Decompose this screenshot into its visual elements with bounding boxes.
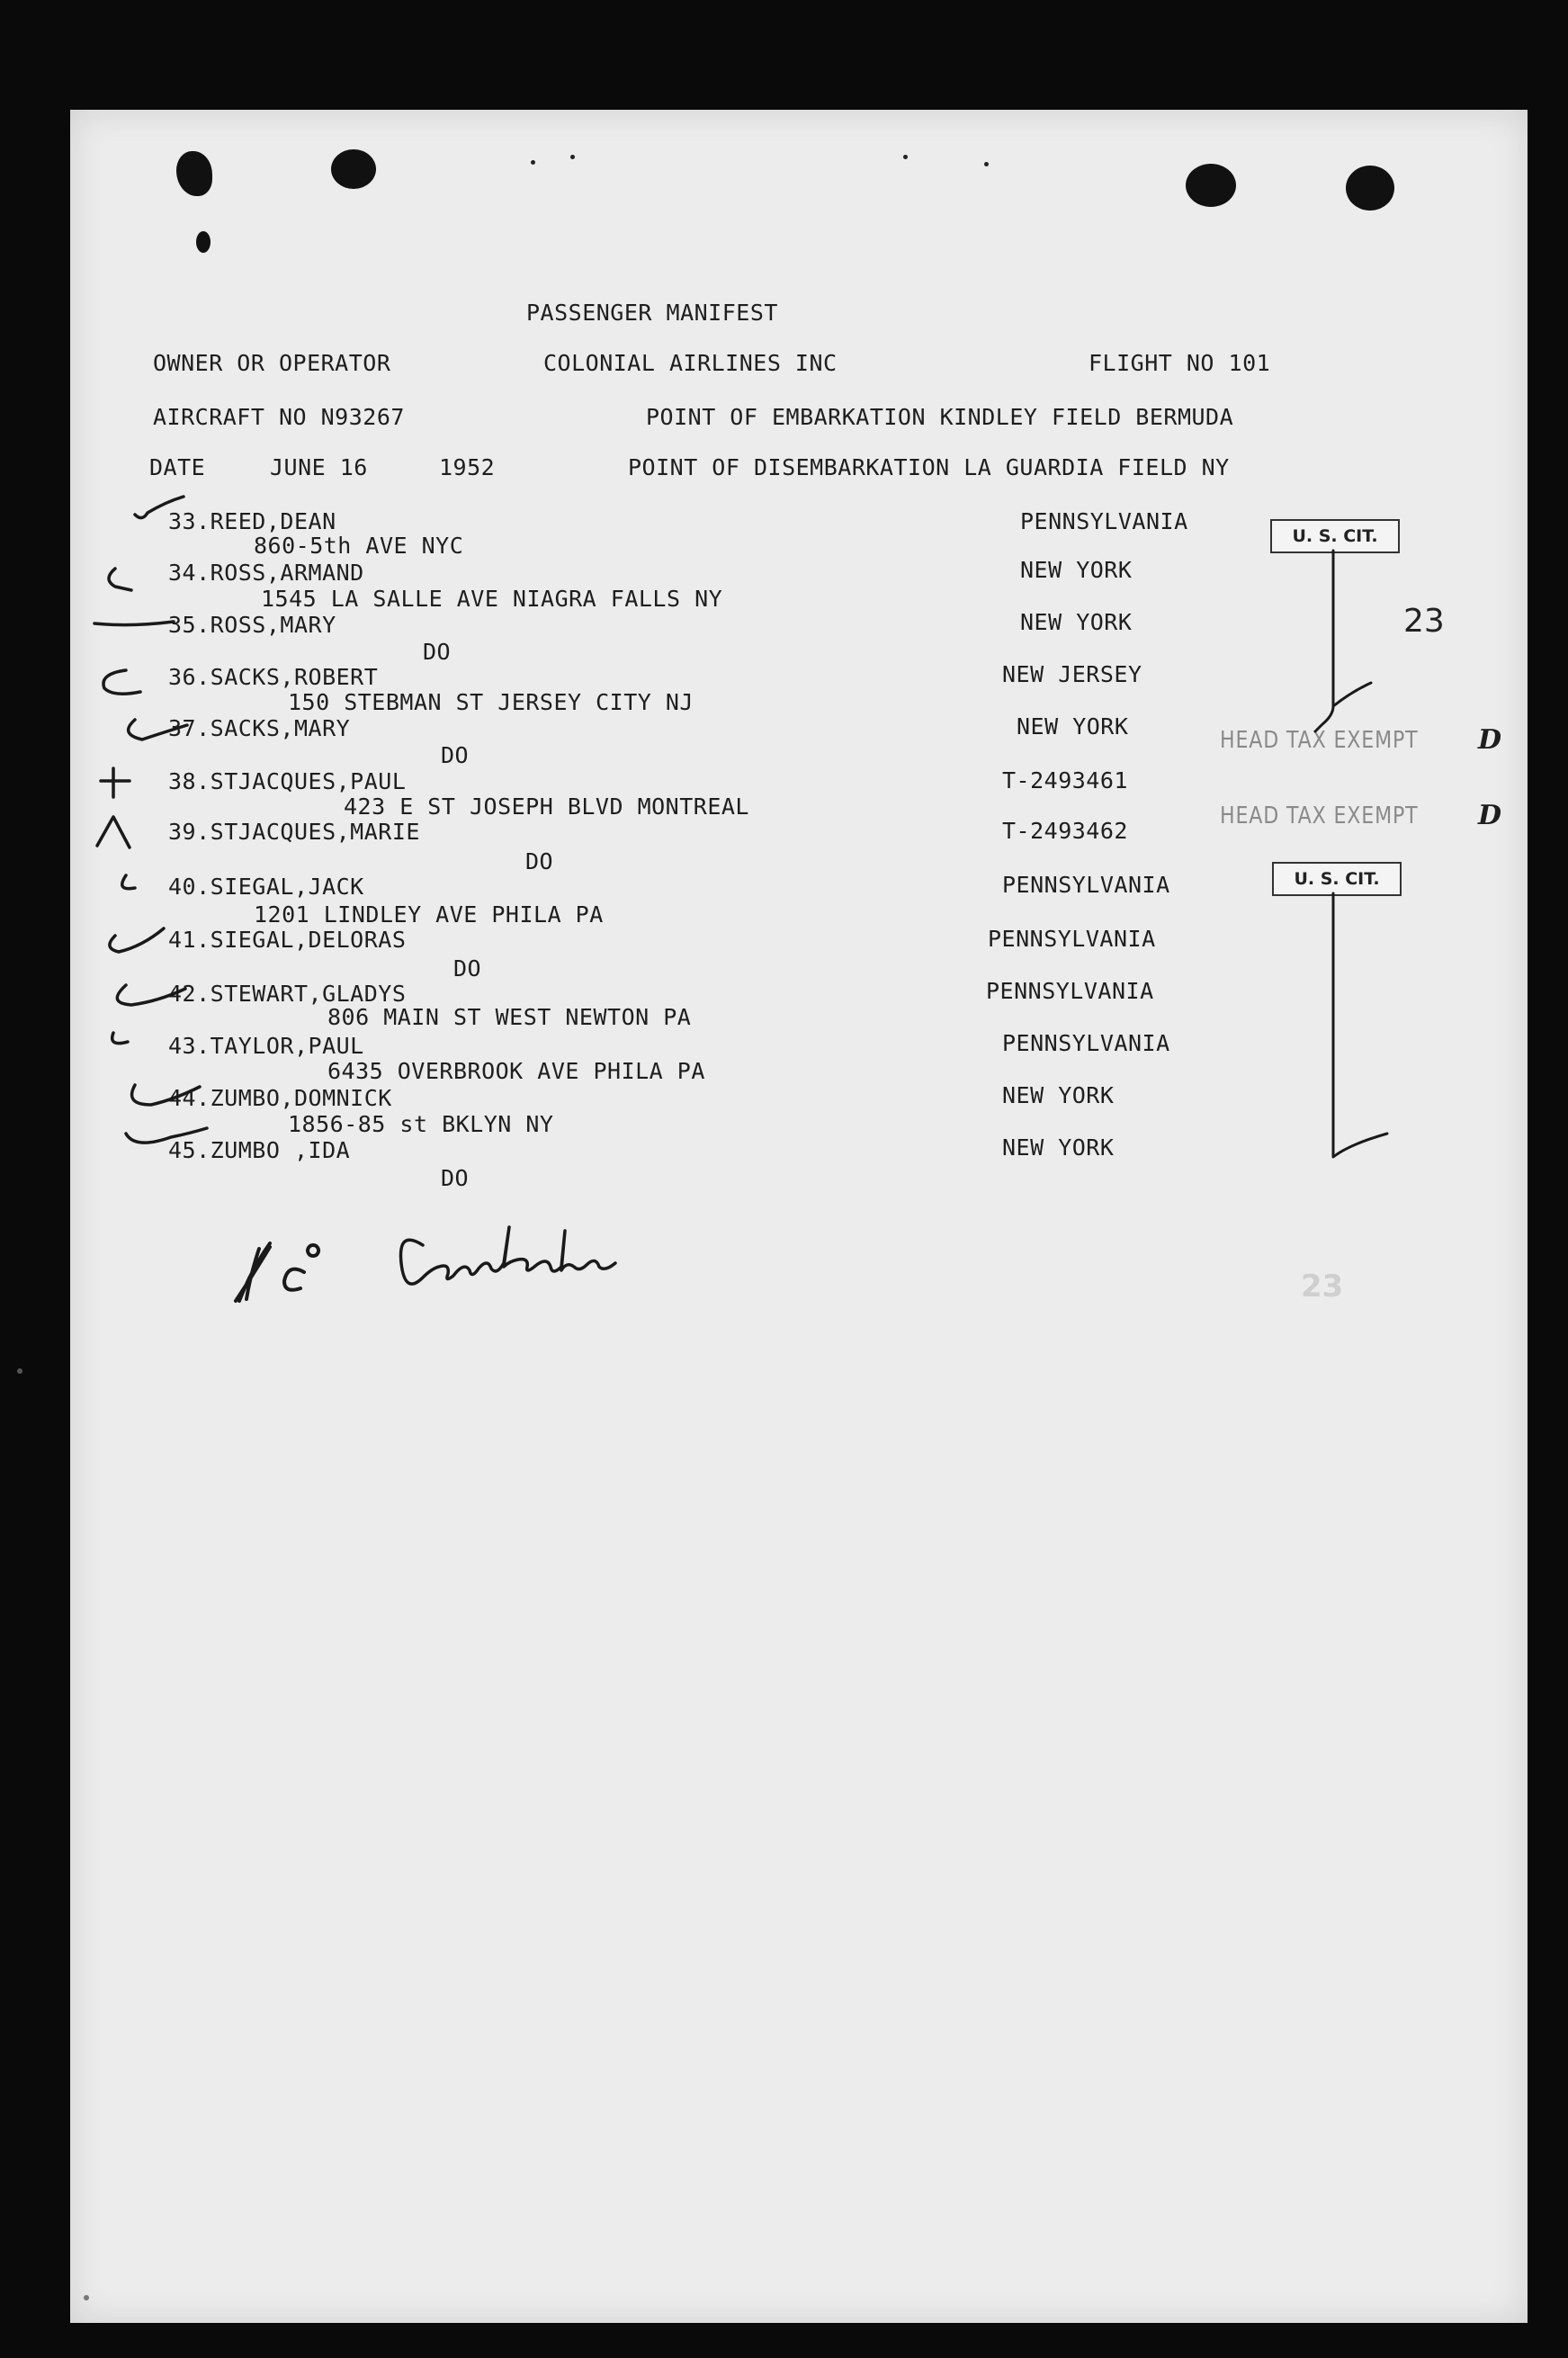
passenger-name: 33.REED,DEAN: [168, 508, 336, 534]
passenger-name: 42.STEWART,GLADYS: [168, 981, 407, 1007]
aircraft-number: AIRCRAFT NO N93267: [153, 404, 405, 430]
passenger-name: 44.ZUMBO,DOMNICK: [168, 1085, 392, 1111]
passenger-residence: PENNSYLVANIA: [986, 978, 1154, 1004]
passenger-name: 45.ZUMBO ,IDA: [168, 1137, 351, 1163]
check-mark: [103, 670, 140, 694]
passenger-residence: NEW YORK: [1017, 713, 1129, 740]
passenger-address: 150 STEBMAN ST JERSEY CITY NJ: [288, 689, 694, 715]
passenger-address: DO: [423, 639, 452, 665]
date-year: 1952: [439, 454, 496, 480]
passenger-residence: PENNSYLVANIA: [1002, 872, 1170, 898]
check-mark: [129, 720, 187, 740]
passenger-address: DO: [441, 742, 470, 768]
passenger-name: 38.STJACQUES,PAUL: [168, 768, 407, 794]
passenger-address: 423 E ST JOSEPH BLVD MONTREAL: [344, 793, 749, 820]
passenger-name: 40.SIEGAL,JACK: [168, 874, 364, 900]
passenger-name: 36.SACKS,ROBERT: [168, 664, 379, 690]
check-mark: [132, 1085, 200, 1105]
passenger-name: 43.TAYLOR,PAUL: [168, 1033, 364, 1059]
manifest-title: PASSENGER MANIFEST: [526, 300, 778, 326]
head-tax-exempt-stamp: HEAD TAX EXEMPT: [1220, 727, 1419, 754]
owner-label: OWNER OR OPERATOR: [153, 350, 391, 376]
signature-stroke: [284, 1245, 318, 1290]
check-mark: [112, 1033, 128, 1044]
passenger-name: 34.ROSS,ARMAND: [168, 560, 364, 586]
head-tax-mark: D: [1478, 800, 1502, 831]
bracket-line: [1333, 893, 1387, 1157]
owner-value: COLONIAL AIRLINES INC: [543, 350, 838, 376]
passenger-residence: T-2493461: [1002, 767, 1128, 793]
us-citizen-stamp: U. S. CIT.: [1272, 862, 1402, 896]
point-of-disembarkation: POINT OF DISEMBARKATION LA GUARDIA FIELD NY: [628, 454, 1230, 480]
passenger-address: 6435 OVERBROOK AVE PHILA PA: [327, 1058, 705, 1084]
head-tax-exempt-stamp: HEAD TAX EXEMPT: [1220, 802, 1419, 829]
check-mark: [122, 875, 135, 889]
passenger-address: 806 MAIN ST WEST NEWTON PA: [327, 1004, 692, 1030]
passenger-count: 23: [1403, 603, 1445, 640]
check-mark: [94, 622, 174, 625]
passenger-address: DO: [441, 1165, 470, 1191]
bleed-through-number: 23: [1301, 1269, 1344, 1305]
passenger-address: DO: [525, 848, 554, 874]
passenger-residence: PENNSYLVANIA: [1002, 1030, 1170, 1056]
caret-mark: [97, 817, 130, 847]
passenger-residence: PENNSYLVANIA: [1020, 508, 1188, 534]
passenger-residence: PENNSYLVANIA: [988, 926, 1156, 952]
passenger-address: DO: [453, 955, 482, 982]
speck: [17, 1368, 22, 1374]
passenger-residence: NEW YORK: [1020, 609, 1133, 635]
passenger-residence: NEW YORK: [1002, 1134, 1115, 1161]
check-mark: [126, 1128, 207, 1143]
passenger-address: 860-5th AVE NYC: [254, 533, 464, 559]
signature-stroke: [401, 1227, 616, 1284]
passenger-name: 37.SACKS,MARY: [168, 715, 351, 741]
passenger-residence: NEW YORK: [1002, 1082, 1115, 1108]
point-of-embarkation: POINT OF EMBARKATION KINDLEY FIELD BERMUDA: [646, 404, 1234, 430]
passenger-residence: T-2493462: [1002, 818, 1128, 844]
passenger-name: 35.ROSS,MARY: [168, 612, 336, 638]
passenger-address: 1545 LA SALLE AVE NIAGRA FALLS NY: [261, 586, 723, 612]
passenger-name: 39.STJACQUES,MARIE: [168, 819, 420, 845]
signature-stroke: [236, 1243, 270, 1301]
flight-number: FLIGHT NO 101: [1089, 350, 1271, 376]
passenger-residence: NEW YORK: [1020, 557, 1133, 583]
passenger-name: 41.SIEGAL,DELORAS: [168, 927, 407, 953]
check-mark: [109, 569, 131, 590]
check-mark: [110, 928, 164, 952]
us-citizen-stamp: U. S. CIT.: [1270, 519, 1400, 553]
passenger-address: 1201 LINDLEY AVE PHILA PA: [254, 901, 604, 928]
check-mark: [135, 497, 184, 518]
date-value: JUNE 16: [270, 454, 368, 480]
bracket-line: [1315, 551, 1371, 731]
plus-mark: [101, 768, 130, 797]
passenger-residence: NEW JERSEY: [1002, 661, 1142, 687]
passenger-address: 1856-85 st BKLYN NY: [288, 1111, 554, 1137]
check-mark: [117, 985, 185, 1005]
speck: [84, 2295, 89, 2300]
head-tax-mark: D: [1478, 724, 1502, 756]
date-label: DATE: [149, 454, 206, 480]
